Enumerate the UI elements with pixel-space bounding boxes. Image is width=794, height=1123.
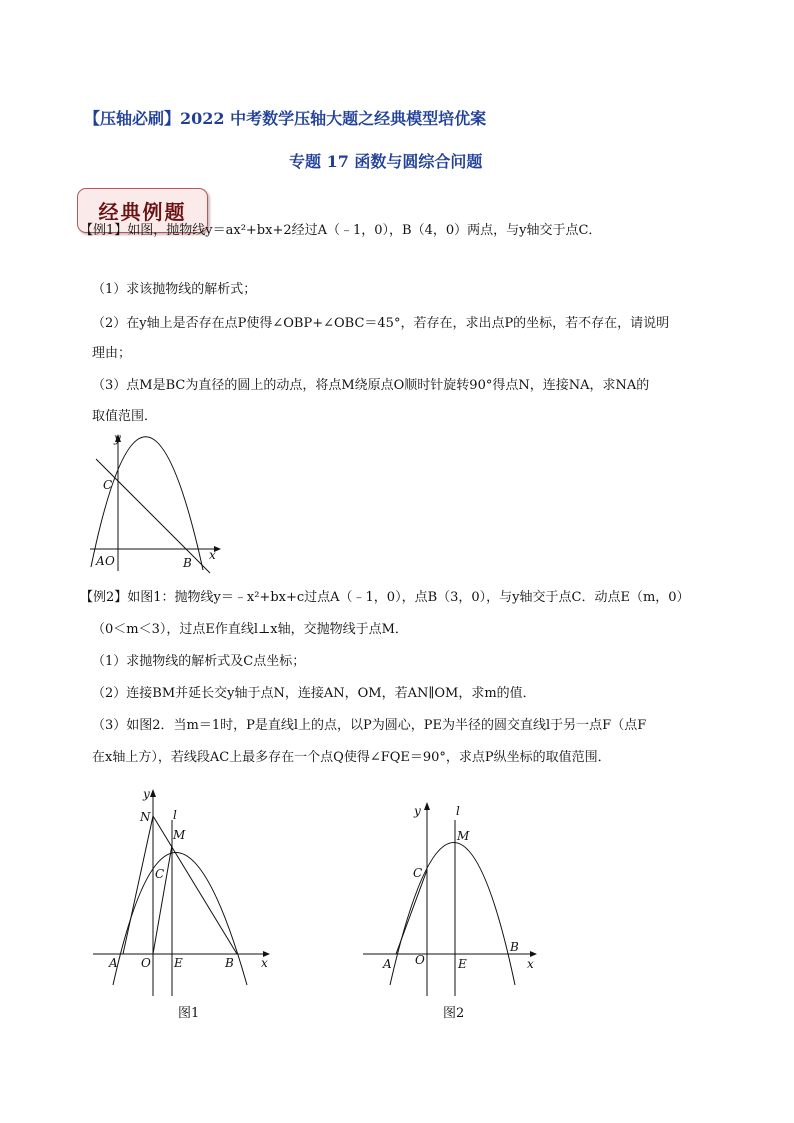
fig2-point-A-label: A — [109, 956, 118, 970]
example1-question-2-line1: （2）在y轴上是否存在点P使得∠OBP+∠OBC＝45°，若存在，求出点P的坐标，若不存在，请说明 — [92, 316, 670, 331]
fig3-point-B-label: B — [510, 940, 519, 954]
example2-figure-2 — [360, 798, 540, 1000]
fig1-x-axis-label: x — [209, 548, 216, 562]
fig1-point-C-label: C — [103, 478, 113, 492]
example1-question-3-line1: （3）点M是BC为直径的圆上的动点，将点M绕原点O顺时针旋转90°得点N，连接NA，求NA的 — [92, 378, 650, 393]
document-title: 【压轴必刷】2022 中考数学压轴大题之经典模型培优案 — [84, 109, 487, 128]
fig1-point-A-label: A — [96, 554, 105, 568]
example1-question-2-line2: 理由； — [92, 346, 132, 361]
fig2-point-C-label: C — [155, 867, 165, 881]
document-subtitle: 专题 17 函数与圆综合问题 — [289, 152, 483, 171]
figure-2-caption: 图2 — [443, 1006, 465, 1021]
example1-figure — [85, 428, 225, 578]
fig2-point-N-label: N — [140, 810, 151, 824]
fig3-point-C-label: C — [413, 866, 423, 880]
example2-question-3-line1: （3）如图2．当m＝1时，P是直线l上的点，以P为圆心，PE为半径的圆交直线l于另一点F（点F — [92, 718, 647, 733]
figure-1-caption: 图1 — [178, 1006, 200, 1021]
fig3-x-axis-label: x — [527, 957, 534, 971]
section-badge: 经典例题 — [77, 188, 208, 233]
example2-question-3-line2: 在x轴上方），若线段AC上最多存在一个点Q使得∠FQE＝90°，求点P纵坐标的取值范围． — [92, 750, 611, 765]
fig3-point-E-label: E — [458, 957, 467, 971]
example2-question-2: （2）连接BM并延长交y轴于点N，连接AN，OM，若AN∥OM，求m的值． — [92, 686, 536, 701]
example2-question-1: （1）求抛物线的解析式及C点坐标； — [92, 654, 306, 669]
fig2-x-axis-label: x — [261, 956, 268, 970]
example1-question-3-line2: 取值范围． — [92, 409, 158, 424]
fig3-y-axis-label: y — [414, 804, 421, 818]
fig2-point-B-label: B — [225, 956, 234, 970]
fig1-point-B-label: B — [183, 556, 192, 570]
fig3-origin-label: O — [415, 953, 425, 967]
fig3-point-A-label: A — [383, 957, 392, 971]
example2-figure-1 — [90, 785, 275, 1000]
example2-stem-line1: 【例2】如图1：抛物线y＝﹣x²+bx+c过点A（﹣1，0），点B（3，0），与y轴交于点C．动点E（m，0） — [80, 590, 690, 605]
fig2-point-E-label: E — [174, 956, 183, 970]
fig1-origin-label: O — [105, 554, 115, 568]
example1-question-1: （1）求该抛物线的解析式； — [92, 282, 257, 297]
example2-stem-line2: （0＜m＜3），过点E作直线l⊥x轴，交抛物线于点M． — [92, 622, 408, 637]
fig3-line-l-label: l — [456, 804, 460, 818]
fig2-line-l-label: l — [173, 808, 177, 822]
example1-stem: 【例1】如图，抛物线y＝ax²+bx+2经过A（﹣1，0），B（4，0）两点，与y轴交于点C． — [80, 223, 602, 238]
fig1-y-axis-label: y — [114, 431, 121, 445]
fig2-point-M-label: M — [173, 828, 186, 842]
fig3-point-M-label: M — [457, 829, 470, 843]
fig2-origin-label: O — [141, 956, 151, 970]
fig2-y-axis-label: y — [143, 787, 150, 801]
